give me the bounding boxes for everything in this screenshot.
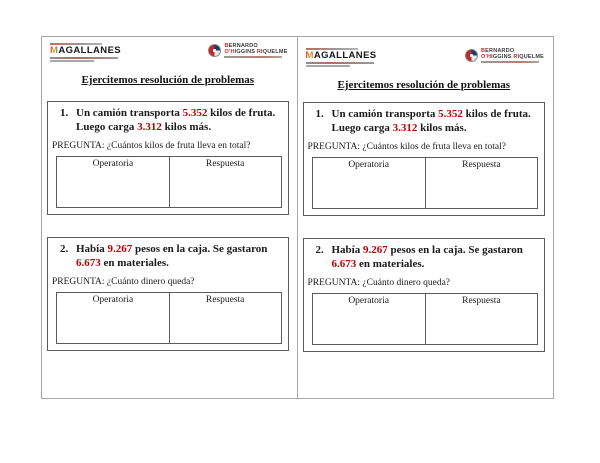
w2r: IGGINS: [491, 54, 512, 60]
w3r: IQUELME: [261, 49, 288, 55]
worksheet-copy-right: [298, 37, 554, 398]
logo-fine-print-line: [50, 57, 118, 59]
respuesta-cell[interactable]: [169, 293, 281, 343]
page-title: Ejercitemos resolución de problemas: [81, 74, 255, 86]
logo-fine-print-line: [50, 60, 94, 62]
problem-text: Había 9.267 pesos en la caja. Se gastaron 6.673 en materiales.: [331, 244, 523, 270]
magallanes-wordmark: [306, 51, 377, 61]
magallanes-initial: M: [50, 45, 59, 56]
w3i: R: [513, 54, 518, 60]
operatoria-header: Operatoria: [92, 159, 134, 169]
respuesta-cell[interactable]: [425, 158, 537, 208]
magallanes-initial: M: [305, 50, 314, 61]
problem-text: Había 9.267 pesos en la caja. Se gastaron 6.673 en materiales.: [76, 243, 268, 269]
ohiggins-logo: [465, 48, 544, 63]
problem-number: 2.: [60, 243, 69, 255]
operatoria-header: Operatoria: [348, 296, 389, 306]
header-left: [50, 43, 288, 69]
problem-2-box: [303, 238, 546, 352]
logo-fine-print-line: [306, 62, 374, 64]
ohiggins-logo: [208, 43, 287, 58]
answer-table: [312, 293, 539, 345]
worksheet-page: [41, 36, 554, 399]
respuesta-cell[interactable]: [425, 294, 537, 344]
problem-2-box: [47, 237, 289, 351]
ohiggins-wordmark: [481, 48, 544, 63]
w2i: O'H: [224, 49, 235, 55]
problem-number: 2.: [315, 244, 324, 256]
respuesta-cell[interactable]: [169, 157, 281, 207]
answer-table: [56, 292, 282, 344]
school-emblem-icon: [208, 44, 221, 57]
problem-2-question: PREGUNTA: ¿Cuánto dinero queda?: [52, 277, 195, 287]
respuesta-header: Respuesta: [462, 296, 501, 306]
problem-1-question: PREGUNTA: ¿Cuántos kilos de fruta lleva en total?: [52, 141, 251, 151]
magallanes-logo: [50, 43, 121, 62]
problem-1-box: [303, 102, 546, 216]
respuesta-header: Respuesta: [462, 160, 501, 170]
operatoria-header: Operatoria: [92, 295, 134, 305]
problem-2-statement: [51, 241, 285, 270]
answer-table: [56, 156, 282, 208]
w2i: O'H: [480, 54, 492, 60]
ohiggins-wordmark: [224, 43, 287, 58]
w3r: IQUELME: [517, 54, 544, 60]
worksheet-copy-left: [42, 37, 298, 398]
respuesta-header: Respuesta: [205, 295, 245, 305]
problem-1-statement: [307, 106, 542, 135]
operatoria-cell[interactable]: [57, 293, 169, 343]
problem-1-statement: [51, 105, 285, 134]
w1r: ERNARDO: [485, 48, 515, 54]
w1i: B: [480, 48, 486, 54]
logo-fine-print-line: [481, 61, 539, 63]
problem-2-question: PREGUNTA: ¿Cuánto dinero queda?: [307, 278, 450, 288]
w2r: IGGINS: [234, 49, 256, 55]
school-emblem-icon: [465, 49, 478, 62]
answer-table: [312, 157, 539, 209]
logo-fine-print-line: [224, 56, 282, 58]
problem-1-question: PREGUNTA: ¿Cuántos kilos de fruta lleva en total?: [307, 142, 506, 152]
problem-2-statement: [307, 242, 542, 271]
operatoria-header: Operatoria: [348, 160, 389, 170]
problem-1-box: [47, 101, 289, 215]
problem-text: Un camión transporta 5.352 kilos de fruta. Luego carga 3.312 kilos más.: [331, 108, 531, 134]
w1r: ERNARDO: [228, 43, 258, 49]
w3i: R: [256, 49, 262, 55]
header-right: [306, 48, 545, 74]
magallanes-rest: AGALLANES: [313, 50, 377, 61]
respuesta-header: Respuesta: [205, 159, 245, 169]
w1i: B: [224, 43, 229, 49]
operatoria-cell[interactable]: [313, 158, 425, 208]
logo-fine-print-line: [306, 65, 350, 67]
operatoria-cell[interactable]: [57, 157, 169, 207]
page-title: Ejercitemos resolución de problemas: [337, 79, 511, 91]
magallanes-rest: AGALLANES: [58, 45, 122, 56]
operatoria-cell[interactable]: [313, 294, 425, 344]
problem-number: 1.: [60, 107, 69, 119]
magallanes-logo: [306, 48, 377, 67]
problem-number: 1.: [315, 108, 324, 120]
problem-text: Un camión transporta 5.352 kilos de fruta. Luego carga 3.312 kilos más.: [76, 107, 276, 133]
magallanes-wordmark: [50, 46, 121, 56]
